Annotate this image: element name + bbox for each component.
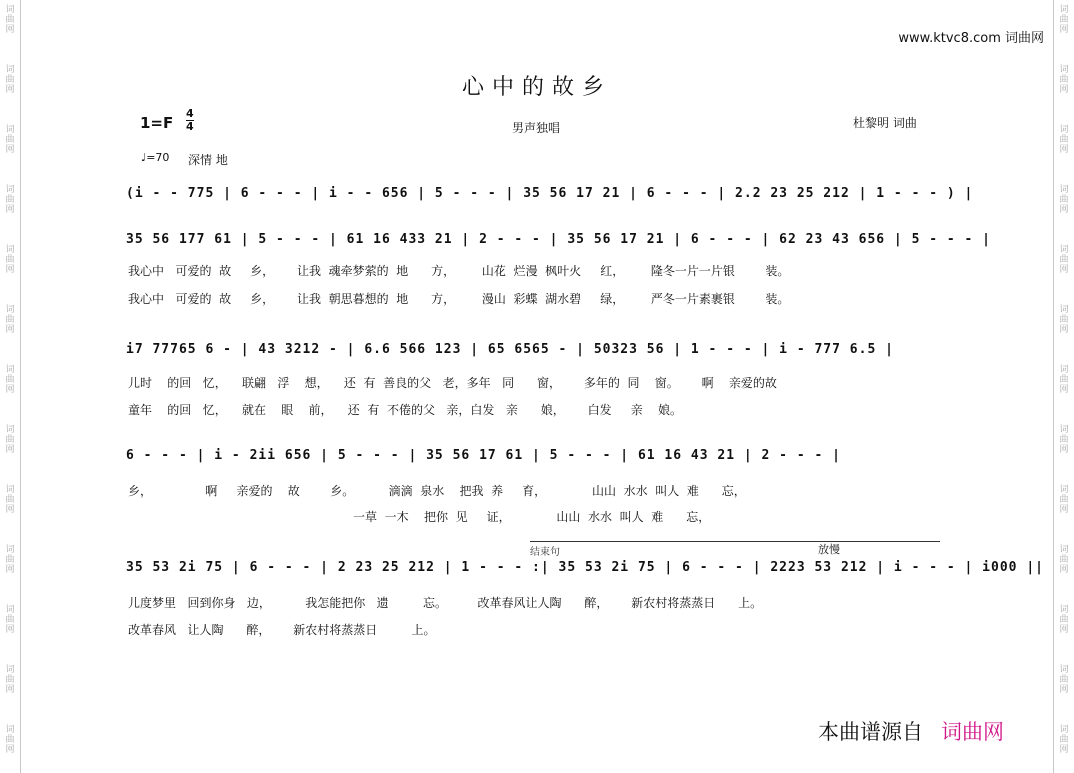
performance-type: 男声独唱 bbox=[512, 121, 561, 135]
key-signature: 1=F bbox=[140, 114, 174, 132]
watermark-text: 词曲网 bbox=[1059, 605, 1069, 635]
tempo-mark: ♩=70 bbox=[141, 151, 170, 164]
watermark-text: 词曲网 bbox=[1059, 305, 1069, 335]
watermark-text: 词曲网 bbox=[5, 605, 15, 635]
lyric-line: 一草 一木 把你 见 证， 山山 水水 叫人 难 忘， bbox=[128, 510, 711, 524]
lyric-line: 改革春风 让人陶 醉， 新农村将蒸蒸日 上。 bbox=[128, 623, 436, 637]
watermark-text: 词曲网 bbox=[1059, 365, 1069, 395]
watermark-text: 词曲网 bbox=[1059, 5, 1069, 35]
watermark-text: 词曲网 bbox=[1059, 65, 1069, 95]
lyric-line: 童年 的回 忆， 就在 眼 前， 还 有 不倦的父 亲，白发 亲 娘， 白发 亲 娘。 bbox=[128, 403, 682, 417]
watermark-text: 词曲网 bbox=[1059, 485, 1069, 515]
watermark-text: 词曲网 bbox=[5, 665, 15, 695]
music-line-3: i7 77765 6 - | 43 3212 - | 6.6 566 123 | 65 6565 - | 50323 56 | 1 - - - | i - 777 6.5 | bbox=[126, 342, 894, 357]
lyric-line: 儿时 的回 忆， 联翩 浮 想， 还 有 善良的父 老，多年 同 窗， 多年的 同 窗。 啊 亲爱的故 bbox=[128, 376, 777, 390]
source-footer bbox=[818, 716, 1004, 746]
song-title: 心中的故乡 bbox=[461, 75, 612, 100]
time-signature-top: 4 bbox=[186, 107, 194, 120]
watermark-text: 词曲网 bbox=[5, 5, 15, 35]
watermark-text: 词曲网 bbox=[5, 245, 15, 275]
right-watermark-strip bbox=[1053, 0, 1074, 773]
watermark-text: 词曲网 bbox=[5, 65, 15, 95]
watermark-text: 词曲网 bbox=[1059, 665, 1069, 695]
lyric-line: 儿度梦里 回到你身 边， 我怎能把你 遗 忘。 改革春风让人陶 醉， 新农村将蒸蒸日 上。 bbox=[128, 596, 763, 610]
expression-mark: 深情 地 bbox=[188, 153, 228, 167]
watermark-text: 词曲网 bbox=[1059, 545, 1069, 575]
left-watermark-strip bbox=[0, 0, 21, 773]
ending-label: 结束句 bbox=[530, 541, 940, 558]
music-line-4: 6 - - - | i - 2ii 656 | 5 - - - | 35 56 17 61 | 5 - - - | 61 16 43 21 | 2 - - - | bbox=[126, 448, 841, 463]
watermark-text: 词曲网 bbox=[1059, 725, 1069, 755]
watermark-text: 词曲网 bbox=[5, 725, 15, 755]
brand-link[interactable]: 词曲网 bbox=[941, 720, 1004, 744]
watermark-text: 词曲网 bbox=[1059, 425, 1069, 455]
watermark-text: 词曲网 bbox=[1059, 185, 1069, 215]
time-signature bbox=[186, 108, 194, 133]
watermark-text: 词曲网 bbox=[1059, 125, 1069, 155]
watermark-text: 词曲网 bbox=[5, 485, 15, 515]
lyric-line: 我心中 可爱的 故 乡， 让我 朝思暮想的 地 方， 漫山 彩蝶 湖水碧 绿， 严冬一片素裹银 装。 bbox=[128, 292, 790, 306]
watermark-text: 词曲网 bbox=[5, 125, 15, 155]
site-url[interactable]: www.ktvc8.com 词曲网 bbox=[898, 31, 1044, 46]
music-line-1: (i - - 775 | 6 - - - | i - - 656 | 5 - - - | 35 56 17 21 | 6 - - - | 2.2 23 25 212 | 1 - - - ) | bbox=[126, 186, 974, 201]
slow-down-label: 放慢 bbox=[818, 543, 840, 556]
watermark-text: 词曲网 bbox=[5, 185, 15, 215]
watermark-text: 词曲网 bbox=[5, 305, 15, 335]
time-signature-bottom: 4 bbox=[186, 120, 194, 133]
source-text: 本曲谱源自 bbox=[818, 720, 923, 744]
watermark-text: 词曲网 bbox=[5, 545, 15, 575]
watermark-text: 词曲网 bbox=[5, 365, 15, 395]
music-line-5: 35 53 2i 75 | 6 - - - | 2 23 25 212 | 1 - - - :| 35 53 2i 75 | 6 - - - | 2223 53 212 | i - - - | i000 || bbox=[126, 560, 1044, 575]
lyric-line: 我心中 可爱的 故 乡， 让我 魂牵梦萦的 地 方， 山花 烂漫 枫叶火 红， 隆冬一片一片银 装。 bbox=[128, 264, 790, 278]
author-credit: 杜黎明 词曲 bbox=[853, 116, 917, 130]
music-line-2: 35 56 177 61 | 5 - - - | 61 16 433 21 | 2 - - - | 35 56 17 21 | 6 - - - | 62 23 43 656 | 5 - - - | bbox=[126, 232, 992, 247]
watermark-text: 词曲网 bbox=[5, 425, 15, 455]
watermark-text: 词曲网 bbox=[1059, 245, 1069, 275]
lyric-line: 乡， 啊 亲爱的 故 乡。 滴滴 泉水 把我 养 育， 山山 水水 叫人 难 忘， bbox=[128, 484, 746, 498]
